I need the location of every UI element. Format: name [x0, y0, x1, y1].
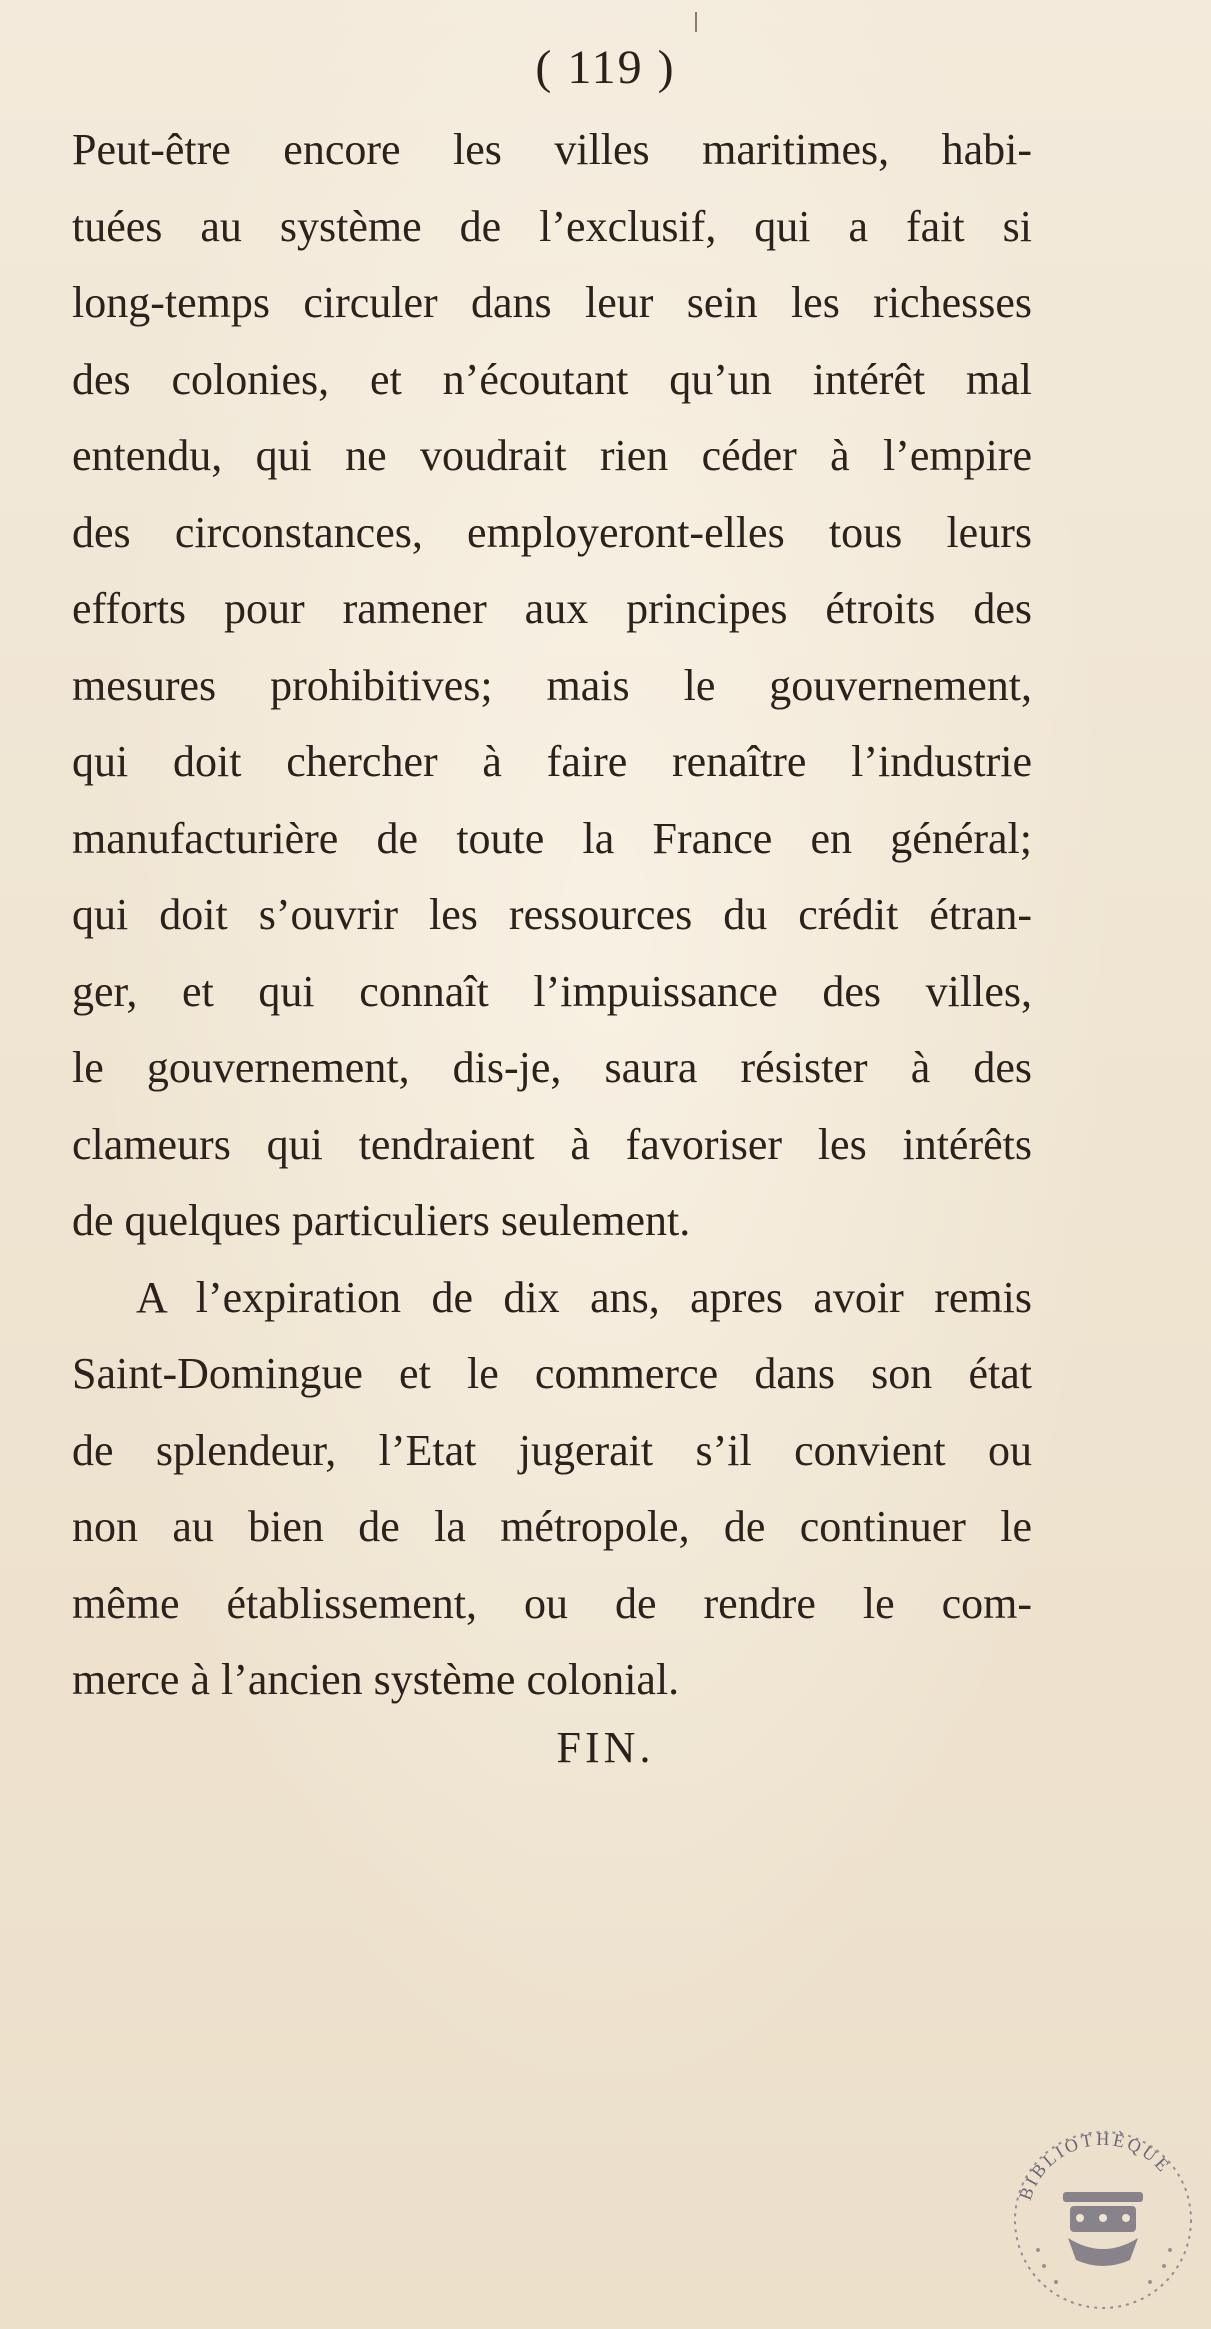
- body-text: [72, 112, 1032, 1719]
- text-line: non au bien de la métropole, de continuer le: [72, 1502, 1032, 1551]
- text-line: merce à l’ancien système colonial.: [72, 1655, 680, 1704]
- svg-text:BIBLIOTHÈQUE: BIBLIOTHÈQUE: [1014, 2128, 1175, 2203]
- page-number: ( 119 ): [535, 41, 676, 94]
- text-line: même établissement, ou de rendre le com-: [72, 1578, 1032, 1628]
- fin-label: FIN.: [556, 1723, 655, 1772]
- text-line: qui doit chercher à faire renaître l’industrie: [72, 737, 1032, 786]
- library-stamp-icon: [998, 2110, 1208, 2320]
- text-line: A l’expiration de dix ans, apres avoir remis: [136, 1272, 1032, 1322]
- text-line: mesures prohibitives; mais le gouvernement,: [72, 660, 1032, 710]
- text-line: Saint-Domingue et le commerce dans son état: [72, 1349, 1032, 1398]
- text-line: long-temps circuler dans leur sein les richesses: [72, 278, 1032, 327]
- text-line: le gouvernement, dis-je, saura résister à des: [72, 1043, 1032, 1092]
- text-line: Peut-être encore les villes maritimes, habi-: [72, 125, 1032, 174]
- text-line: clameurs qui tendraient à favoriser les intérêts: [72, 1119, 1032, 1169]
- text-line: de quelques particuliers seulement.: [72, 1196, 691, 1245]
- text-line: des circonstances, employeront-elles tous leurs: [72, 507, 1032, 557]
- text-line: ger, et qui connaît l’impuissance des villes,: [72, 966, 1032, 1016]
- text-line: efforts pour ramener aux principes étroits des: [72, 584, 1032, 633]
- text-line: entendu, qui ne voudrait rien céder à l’empire: [72, 431, 1032, 480]
- text-line: des colonies, et n’écoutant qu’un intérêt mal: [72, 354, 1032, 404]
- text-line: qui doit s’ouvrir les ressources du crédit étran-: [72, 890, 1032, 939]
- tick-mark: [695, 12, 697, 32]
- text-line: manufacturière de toute la France en général;: [72, 813, 1032, 863]
- text-line: tuées au système de l’exclusif, qui a fait si: [72, 201, 1032, 251]
- text-line: de splendeur, l’Etat jugerait s’il convient ou: [72, 1425, 1032, 1475]
